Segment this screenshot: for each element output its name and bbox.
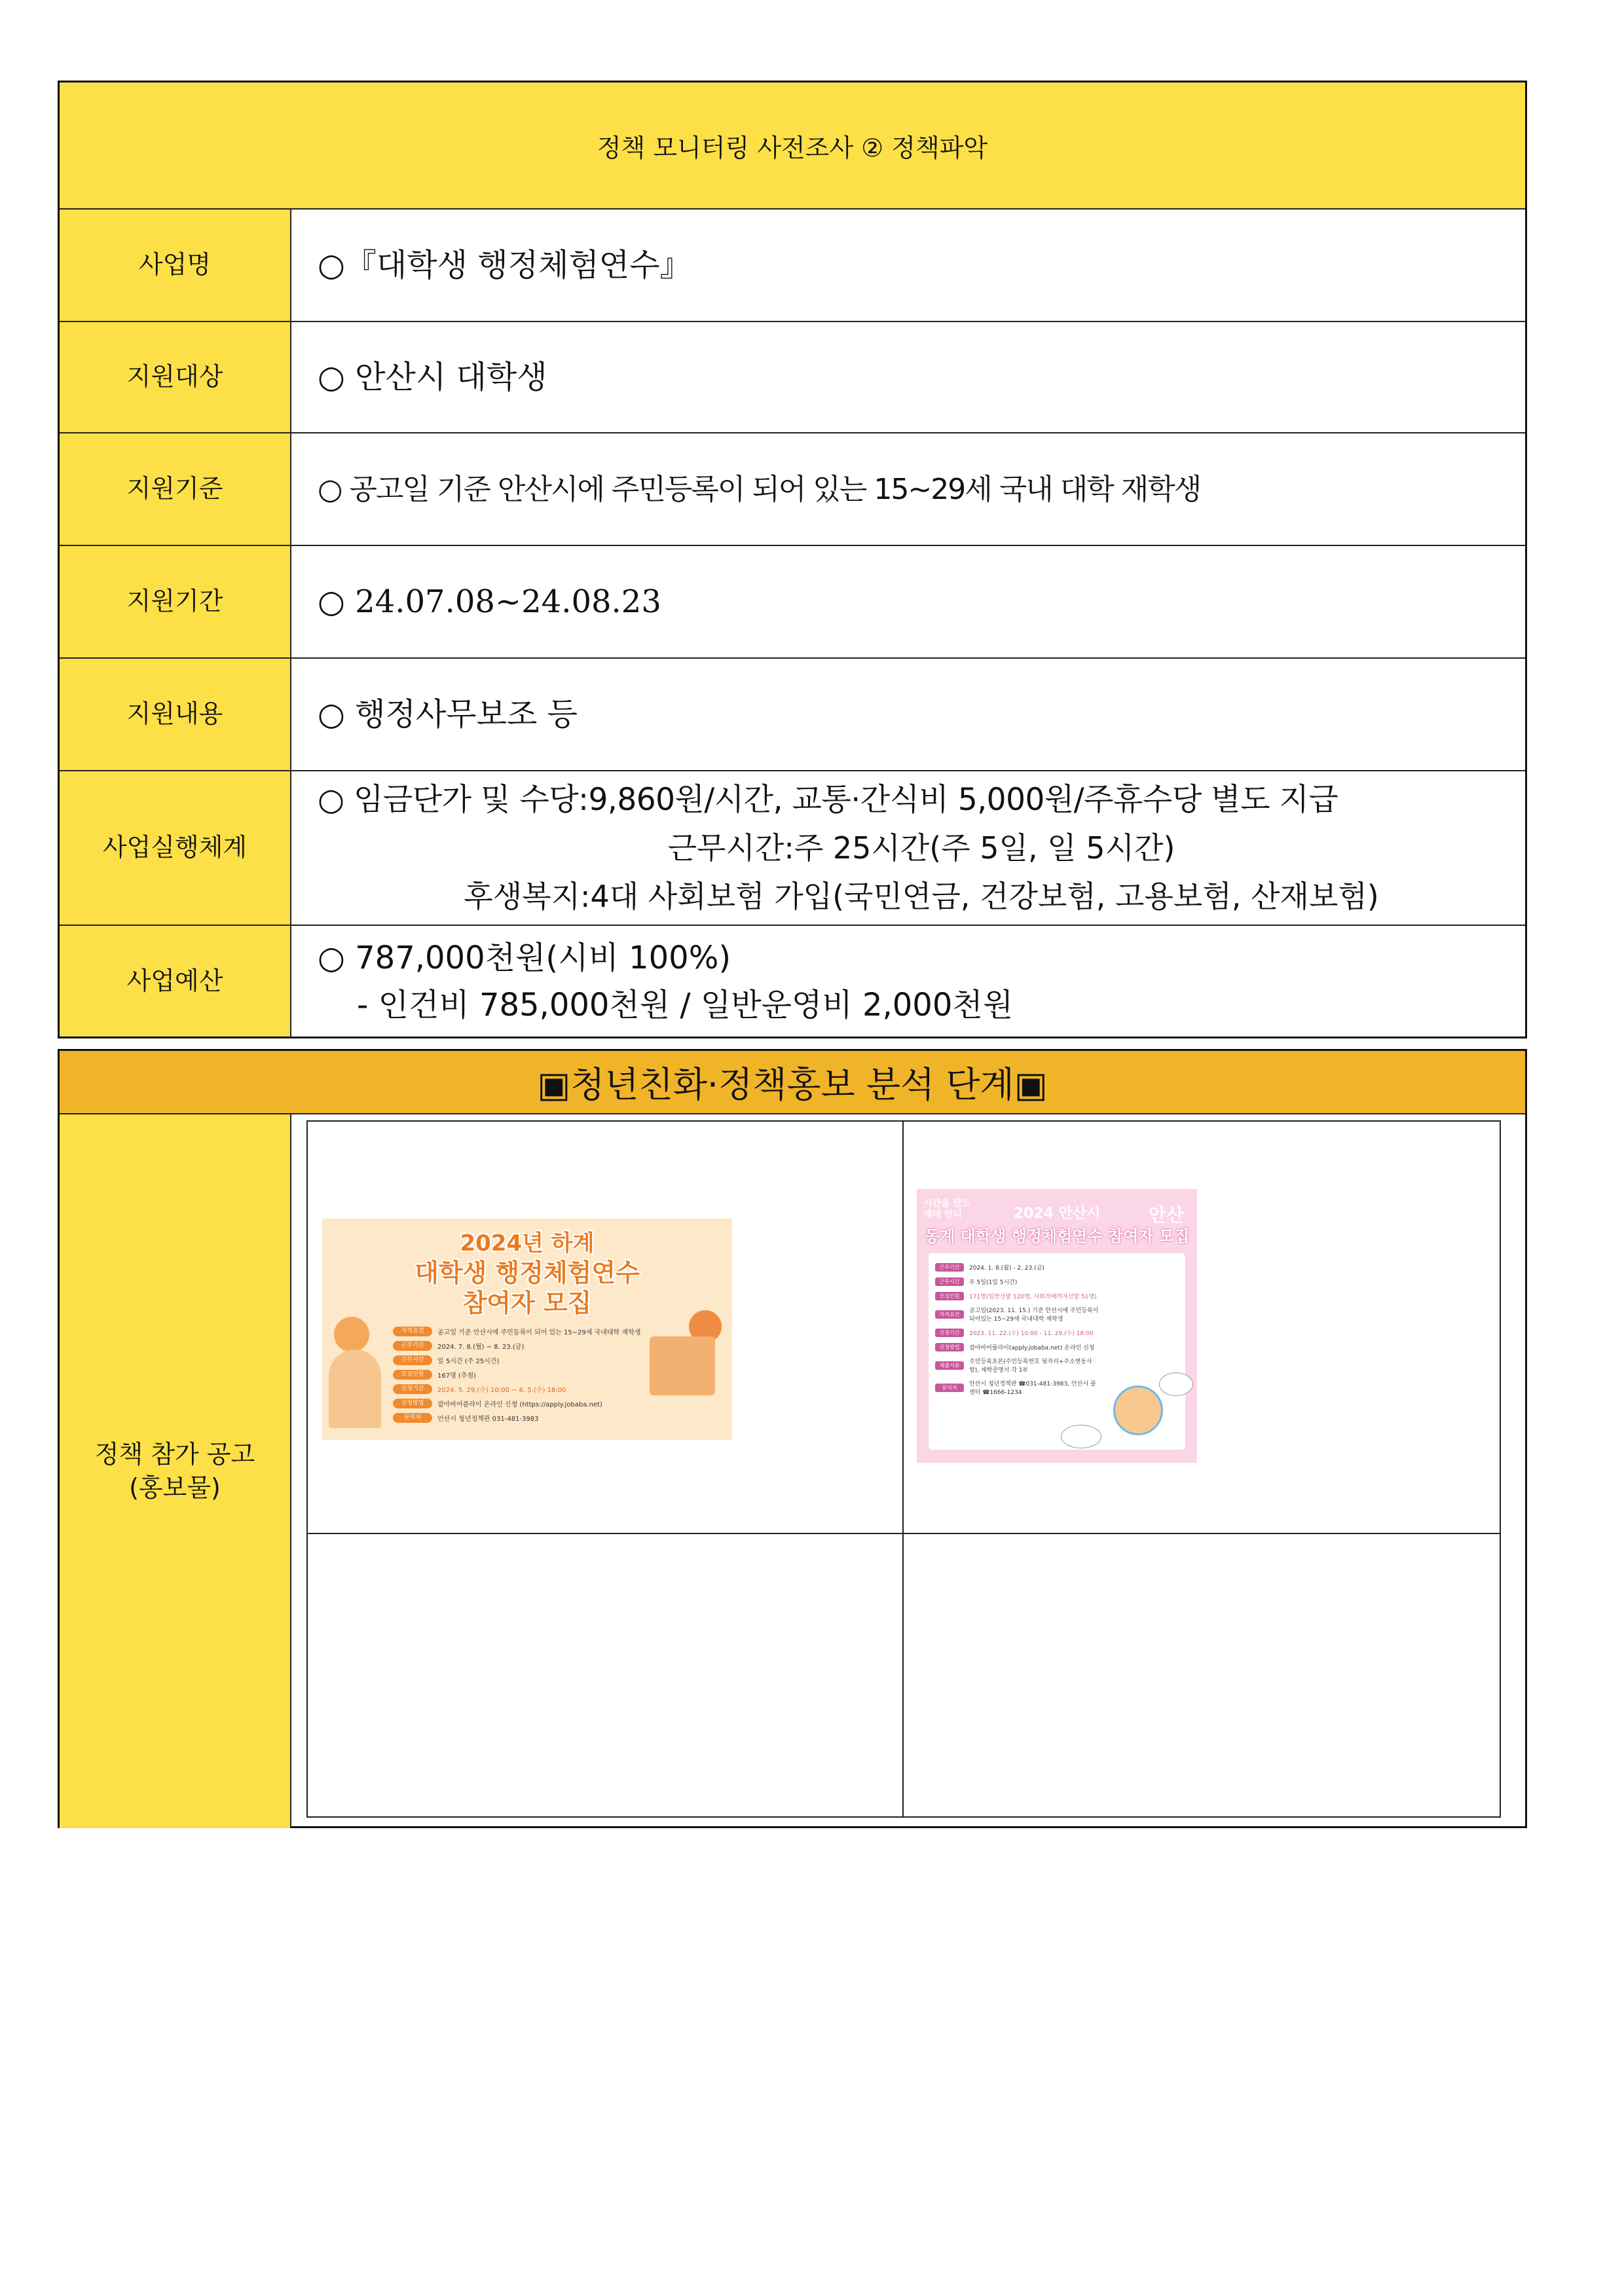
- row-value: [291, 659, 1525, 770]
- poster-text: 잡아바어플라이(apply.jobaba.net) 온라인 신청: [969, 1344, 1095, 1351]
- table-row: [60, 545, 1525, 657]
- poster-text: 2024. 7. 8.(월) ~ 8. 23.(금): [437, 1344, 525, 1351]
- poster-tag: 모집인원: [393, 1370, 432, 1380]
- poster-line: [393, 1382, 661, 1396]
- value-line: 후생복지:4대 사회보험 가입(국민연금, 건강보험, 고용보험, 산재보험): [464, 878, 1379, 914]
- section-title: [60, 1051, 1525, 1113]
- poster-line: [393, 1339, 661, 1353]
- row-label: 지원기간: [60, 546, 291, 657]
- poster-title: 대학생 행정체험연수: [415, 1258, 640, 1287]
- poster-line: [393, 1411, 661, 1425]
- table-row: [60, 770, 1525, 925]
- row-value: [291, 771, 1525, 925]
- poster-line: [393, 1368, 661, 1382]
- poster-slogan: 시간을 만드 세대 인디: [923, 1198, 971, 1220]
- value-line: ○ 787,000천원(시비 100%): [318, 939, 731, 976]
- value-text: ○ 24.07.08~24.08.23: [318, 583, 661, 620]
- person-illustration: [329, 1349, 381, 1428]
- value-line: ○ 임금단가 및 수당:9,860원/시간, 교통·간식비 5,000원/주휴수당 별도 지급: [318, 781, 1338, 818]
- poster-text: 주민등록초본(주민등록번호 뒷자리+주소변동사항), 재학증명서 각 1부: [969, 1359, 1092, 1374]
- table-row: [60, 208, 1525, 321]
- mascot-illustration: [1113, 1386, 1163, 1435]
- poster-line: [935, 1261, 1099, 1273]
- poster-cell: [308, 1122, 904, 1534]
- value-text: ○ 공고일 기준 안산시에 주민등록이 되어 있는 15~29세 국내 대학 재학생: [318, 472, 1201, 506]
- row-label: [60, 1114, 291, 1828]
- row-value: [291, 926, 1525, 1037]
- speech-bubble-icon: [1159, 1372, 1193, 1396]
- poster-tag: 문의처: [935, 1384, 964, 1392]
- poster-tag: 자격요건: [935, 1310, 964, 1319]
- speech-bubble-icon: [1061, 1425, 1101, 1448]
- poster-title: 2024년 하계: [460, 1230, 595, 1257]
- poster-tag: 신청기간: [935, 1329, 964, 1337]
- poster-text: 2024. 5. 29.(수) 10:00 ~ 6. 5.(수) 18:00: [437, 1387, 566, 1394]
- poster-tag: 자격요건: [393, 1327, 432, 1336]
- poster-title: 동계 대학생 행정체험연수 참여자 모집: [924, 1227, 1190, 1245]
- value-line: 근무시간:주 25시간(주 5일, 일 5시간): [667, 830, 1175, 866]
- table-row: [60, 925, 1525, 1037]
- poster-tag: 신청방법: [935, 1343, 964, 1351]
- row-label: 지원기준: [60, 433, 291, 545]
- table-header: [60, 83, 1525, 208]
- poster-grid: [306, 1120, 1501, 1818]
- row-label: 사업실행체계: [60, 771, 291, 925]
- row-value: [291, 210, 1525, 321]
- poster-text: 안산시 청년정책관 031-481-3983: [437, 1416, 539, 1423]
- ansan-logo: 안산: [1148, 1204, 1184, 1226]
- summer-poster: [322, 1219, 732, 1440]
- table-row: [60, 657, 1525, 770]
- value-text: ○ 안산시 대학생: [318, 359, 547, 395]
- poster-tag: 문의처: [393, 1413, 432, 1423]
- poster-line: [935, 1327, 1099, 1338]
- poster-text: 167명 (추첨): [437, 1372, 477, 1380]
- label-line: (홍보물): [129, 1473, 221, 1502]
- value-line: - 인건비 785,000천원 / 일반운영비 2,000천원: [357, 986, 1014, 1023]
- value-text: ○『대학생 행정체험연수』: [318, 247, 692, 284]
- poster-text: 공고일(2023. 11. 15.) 기준 안산시에 주민등록이 되어있는 15~29세 국내대학 재학생: [969, 1308, 1099, 1323]
- table-row: [60, 321, 1525, 432]
- poster-tag: 신청기간: [393, 1384, 432, 1394]
- row-value: [291, 433, 1525, 545]
- label-line: 정책 참가 공고: [94, 1439, 255, 1469]
- poster-title: 참여자 모집: [462, 1289, 592, 1317]
- poster-tag: 근무시간: [935, 1277, 964, 1286]
- poster-line: [935, 1290, 1099, 1302]
- poster-title: 2024 안산시: [1013, 1205, 1101, 1222]
- poster-tag: 근무시간: [393, 1355, 432, 1365]
- poster-line: [935, 1378, 1099, 1397]
- poster-line: [393, 1353, 661, 1367]
- poster-line: [393, 1325, 661, 1338]
- poster-line: [935, 1276, 1099, 1287]
- poster-text: 2024. 1. 8.(월) - 2. 23.(금): [969, 1264, 1044, 1272]
- poster-cell: [904, 1122, 1500, 1534]
- poster-tag: 근무기간: [935, 1263, 964, 1272]
- row-label: 지원대상: [60, 322, 291, 432]
- section-title-text: ▣청년친화·정책홍보 분석 단계▣: [537, 1064, 1048, 1105]
- poster-line: [393, 1397, 661, 1410]
- row-value: [291, 546, 1525, 657]
- poster-text: 2023. 11. 22.(수) 10:00 - 11. 29.(수) 18:00: [969, 1330, 1094, 1337]
- row-value: [291, 322, 1525, 432]
- poster-text: 안산시 청년정책관 ☎031-481-3983, 안산시 콜센터 ☎1666-1234: [969, 1381, 1096, 1396]
- poster-tag: 모집인원: [935, 1292, 964, 1300]
- poster-tag: 근무기간: [393, 1341, 432, 1351]
- row-label: 지원내용: [60, 659, 291, 770]
- poster-text: 공고일 기준 안산시에 주민등록이 되어 있는 15~29세 국내대학 재학생: [437, 1329, 641, 1336]
- poster-line: [935, 1341, 1099, 1353]
- poster-text: 주 5일(1일 5시간): [969, 1279, 1018, 1286]
- table-title: 정책 모니터링 사전조사 ② 정책파악: [597, 133, 988, 162]
- poster-text: 일 5시간 (주 25시간): [437, 1358, 500, 1365]
- poster-text: 171명(일반선발 120명, 사회적배려자선발 51명): [969, 1293, 1097, 1300]
- policy-info-table: [58, 81, 1527, 1038]
- row-label: 사업예산: [60, 926, 291, 1037]
- poster-tag: 신청방법: [393, 1399, 432, 1408]
- poster-line: [935, 1355, 1099, 1375]
- poster-line: [935, 1304, 1099, 1324]
- row-label: 사업명: [60, 210, 291, 321]
- poster-cell-empty: [308, 1534, 904, 1816]
- poster-cell-empty: [904, 1534, 1500, 1816]
- poster-tag: 제출서류: [935, 1361, 964, 1370]
- poster-text: 잡아바어플라이 온라인 신청 (https://apply.jobaba.net): [437, 1401, 602, 1408]
- table-row: [60, 432, 1525, 545]
- person-illustration: [334, 1317, 369, 1352]
- value-text: ○ 행정사무보조 등: [318, 696, 578, 733]
- winter-poster: [917, 1189, 1197, 1463]
